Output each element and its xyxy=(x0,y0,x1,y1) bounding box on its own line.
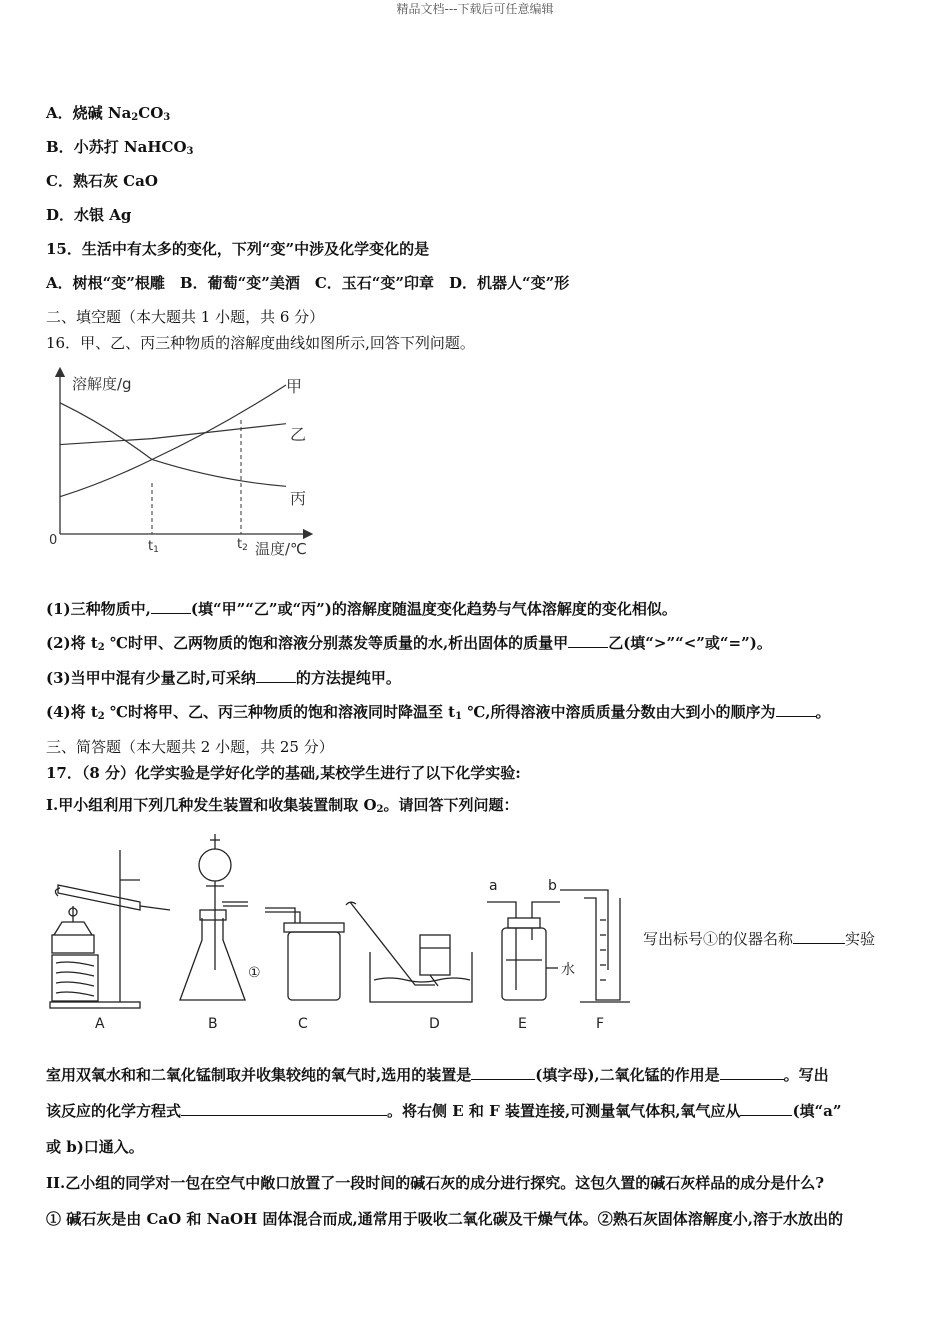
answer-blank[interactable] xyxy=(740,1101,792,1116)
answer-blank[interactable] xyxy=(793,929,845,944)
series-label-2: 丙 xyxy=(290,489,307,508)
part-label: I. xyxy=(46,796,59,814)
apparatus-a xyxy=(50,850,170,1008)
text: (填“甲”“乙”或“丙”)的溶解度随温度变化趋势与气体溶解度的变化相似。 xyxy=(190,600,677,618)
text: 实验 xyxy=(845,930,876,948)
part-label: II. xyxy=(46,1174,66,1192)
label-e: E xyxy=(518,1016,527,1032)
option-label: C． xyxy=(46,172,73,190)
subscript: 3 xyxy=(163,112,171,123)
solubility-chart xyxy=(40,362,330,572)
apparatus-c xyxy=(265,908,344,1000)
label-f: F xyxy=(596,1016,605,1032)
label-a: A xyxy=(95,1016,105,1032)
q17-stem: 17．（8 分）化学实验是学好化学的基础,某校学生进行了以下化学实验: xyxy=(46,764,521,782)
para-line-1 xyxy=(46,1057,906,1093)
water-label: 水 xyxy=(561,962,575,978)
page-header: 精品文档---下载后可任意编辑 xyxy=(396,2,554,16)
apparatus-d xyxy=(346,902,472,1002)
label-c: C xyxy=(298,1016,308,1032)
port-b-label: b xyxy=(548,878,557,894)
answer-blank[interactable] xyxy=(151,599,191,614)
section-3-heading: 三、简答题（本大题共 2 小题，共 25 分） xyxy=(46,738,334,756)
q14-option-b xyxy=(46,137,194,162)
q14-option-d xyxy=(46,205,131,225)
text: 甲小组利用下列几种发生装置和收集装置制取 O xyxy=(58,796,377,814)
text: (填“a” xyxy=(792,1102,842,1120)
t2-tick-label: t2 xyxy=(237,537,248,553)
text: 。写出 xyxy=(783,1066,829,1084)
label-b: B xyxy=(208,1016,218,1032)
option-text-tail: CO xyxy=(138,104,164,122)
subscript: 2 xyxy=(131,112,139,123)
subscript: 1 xyxy=(455,711,463,722)
para-line-4 xyxy=(46,1165,906,1201)
q15-stem: 15．生活中有太多的变化，下列“变”中涉及化学变化的是 xyxy=(46,240,430,258)
para-line-3: 或 b)口通入。 xyxy=(46,1138,144,1156)
option-label: D． xyxy=(46,206,75,224)
port-a-label: a xyxy=(489,878,498,894)
subscript: 2 xyxy=(376,804,384,815)
section-2-heading: 二、填空题（本大题共 1 小题，共 6 分） xyxy=(46,308,325,326)
q17-paragraph xyxy=(46,1057,906,1237)
q14-option-c xyxy=(46,171,158,191)
answer-blank[interactable] xyxy=(256,668,296,683)
text: ℃时甲、乙两物质的饱和溶液分别蒸发等质量的水,析出固体的质量甲 xyxy=(104,634,569,652)
text: (填字母),二氧化锰的作用是 xyxy=(535,1066,720,1084)
q16-part2 xyxy=(46,633,772,658)
q14-option-a xyxy=(46,103,170,128)
text: 。请回答下列问题： xyxy=(383,796,519,814)
option-text: 水银 Ag xyxy=(74,206,132,224)
text: 乙小组的同学对一包在空气中敞口放置了一段时间的碱石灰的成分进行探究。这包久置的碱石灰样品的成分是什么? xyxy=(65,1174,825,1192)
t1-tick-label: t1 xyxy=(148,539,159,555)
series-line-1 xyxy=(60,424,286,445)
option-label: B． xyxy=(46,138,74,156)
answer-blank[interactable] xyxy=(720,1065,784,1080)
answer-blank[interactable] xyxy=(776,702,816,717)
origin-label: 0 xyxy=(49,533,58,548)
para-line-2 xyxy=(46,1093,906,1129)
series-label-1: 乙 xyxy=(290,425,307,444)
q16-part3 xyxy=(46,668,401,688)
x-axis-label: 温度/℃ xyxy=(255,540,307,558)
text: (2)将 t xyxy=(46,634,98,652)
text: 室用双氧水和和二氧化锰制取并收集较纯的氧气时,选用的装置是 xyxy=(46,1066,472,1084)
subscript: 2 xyxy=(97,711,105,722)
q16-part1 xyxy=(46,599,677,619)
text: 的方法提纯甲。 xyxy=(295,669,401,687)
text: ℃,所得溶液中溶质质量分数由大到小的顺序为 xyxy=(462,703,776,721)
para-line-5: ① 碱石灰是由 CaO 和 NaOH 固体混合而成,通常用于吸收二氧化碳及干燥气体。②熟石灰固体溶解度小,溶于水放出的 xyxy=(46,1210,843,1228)
option-label: A． xyxy=(46,104,73,122)
text: (3)当甲中混有少量乙时,可采纳 xyxy=(46,669,256,687)
apparatus-f xyxy=(560,890,630,1002)
series-label-0: 甲 xyxy=(286,377,303,396)
y-axis-label: 溶解度/g xyxy=(72,375,132,393)
option-text: 小苏打 NaHCO xyxy=(73,138,187,156)
series-line-0 xyxy=(60,385,286,497)
series-group xyxy=(60,377,306,508)
text: 乙(填“>”“<”或“=”)。 xyxy=(608,634,772,652)
q16-part4 xyxy=(46,702,831,727)
text: 。将右侧 E 和 F 装置连接,可测量氧气体积,氧气应从 xyxy=(387,1102,741,1120)
answer-blank[interactable] xyxy=(181,1101,387,1116)
text: (4)将 t xyxy=(46,703,98,721)
answer-blank[interactable] xyxy=(471,1065,535,1080)
answer-blank[interactable] xyxy=(568,633,608,648)
q17-part1 xyxy=(46,795,519,820)
text: 。 xyxy=(815,703,831,721)
apparatus-e xyxy=(487,902,560,1000)
q17-side-text xyxy=(643,929,875,949)
text: 写出标号①的仪器名称 xyxy=(643,930,794,948)
option-text: 烧碱 Na xyxy=(72,104,132,122)
apparatus-b xyxy=(180,834,248,1000)
apparatus-diagram xyxy=(40,830,640,1040)
circled-label-1: ① xyxy=(248,965,261,981)
label-d: D xyxy=(429,1016,440,1032)
subscript: 3 xyxy=(186,146,194,157)
text: ℃时将甲、乙、丙三种物质的饱和溶液同时降温至 t xyxy=(104,703,456,721)
q16-stem: 16．甲、乙、丙三种物质的溶解度曲线如图所示,回答下列问题。 xyxy=(46,334,475,352)
subscript: 2 xyxy=(97,642,105,653)
option-text: 熟石灰 CaO xyxy=(72,172,158,190)
text: 该反应的化学方程式 xyxy=(46,1102,182,1120)
text: (1)三种物质中, xyxy=(46,600,151,618)
q15-options: A．树根“变”根雕 B．葡萄“变”美酒 C．玉石“变”印章 D．机器人“变”形 xyxy=(46,274,570,292)
series-line-2 xyxy=(60,403,286,486)
